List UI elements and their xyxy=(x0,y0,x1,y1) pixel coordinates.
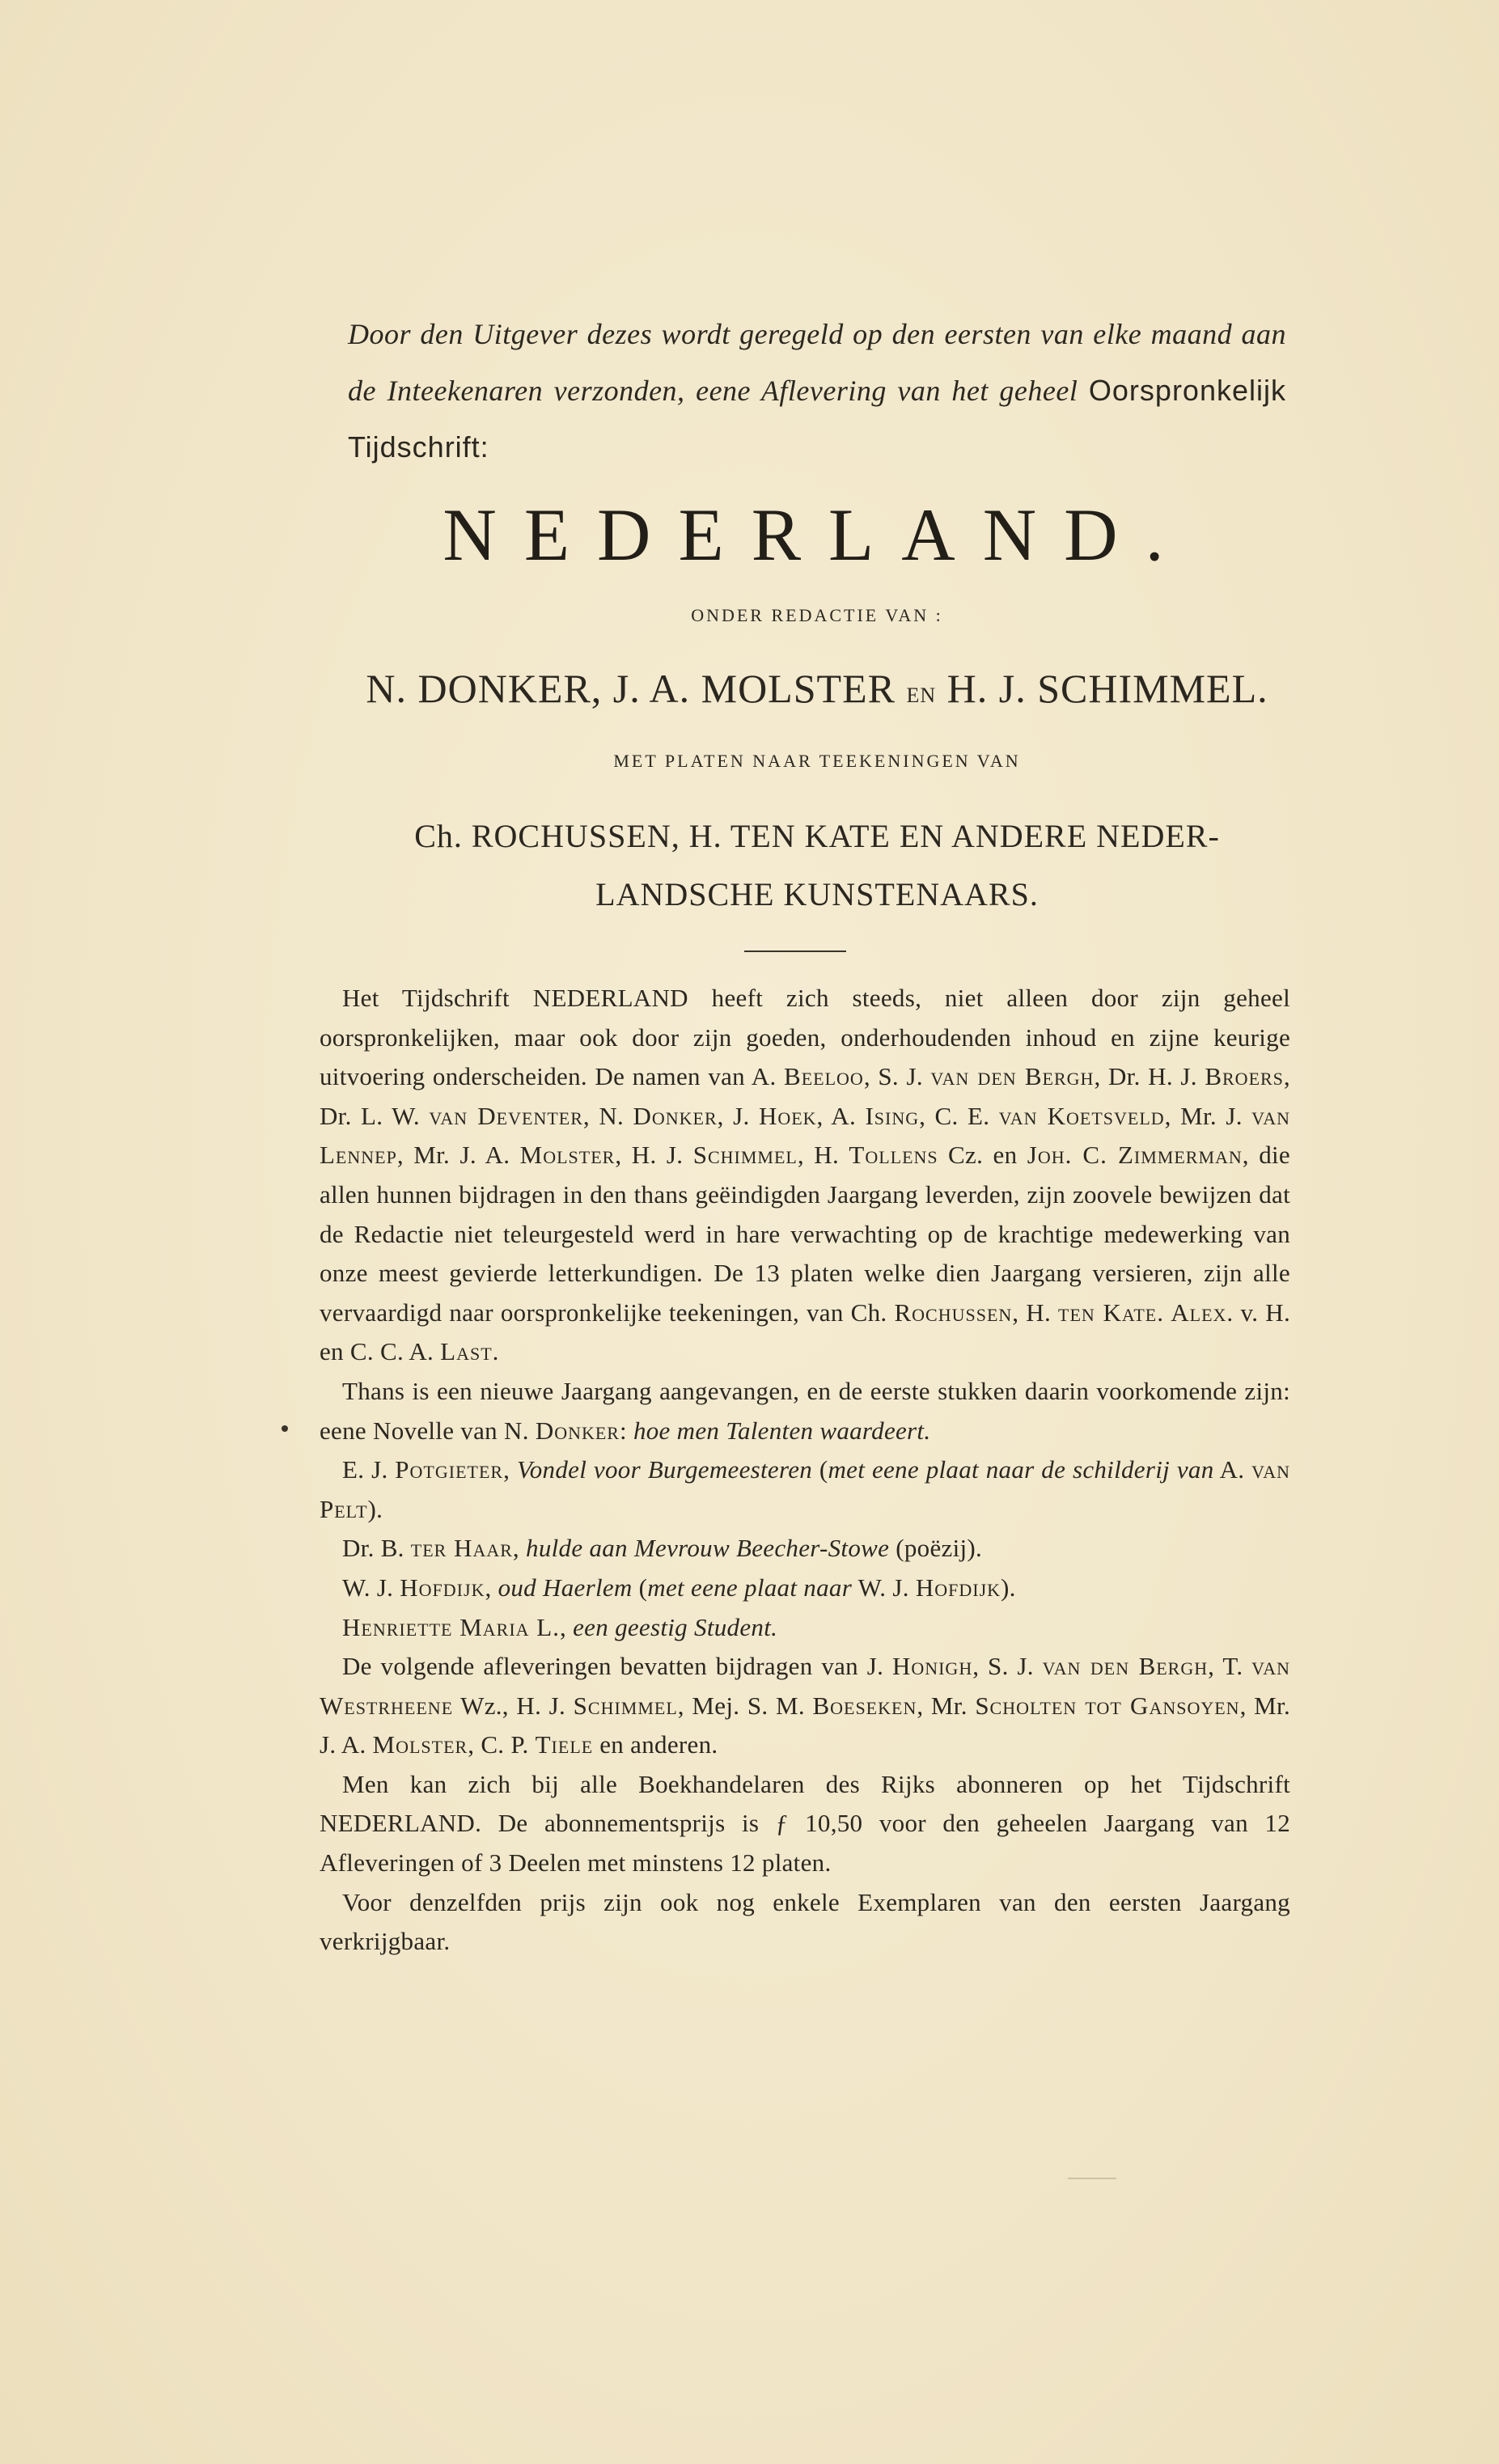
text: W. J. xyxy=(852,1573,916,1602)
name: Boeseken xyxy=(812,1691,917,1720)
name: van Pelt xyxy=(320,1455,1290,1523)
text: W. J. xyxy=(342,1573,400,1602)
text: en anderen. xyxy=(593,1730,718,1759)
name: Rochussen xyxy=(894,1298,1013,1327)
name: Potgieter xyxy=(395,1455,504,1484)
name: Hofdijk xyxy=(915,1573,1001,1602)
name: Broers xyxy=(1205,1062,1284,1091)
text: E. J. xyxy=(342,1455,396,1484)
name: Joh. C. Zimmerman xyxy=(1027,1141,1243,1170)
artists-line xyxy=(348,807,1286,924)
page-title: NEDERLAND. xyxy=(443,493,1192,576)
intro-paragraph xyxy=(348,306,1286,476)
text: ( xyxy=(632,1573,648,1602)
name: Tollens xyxy=(849,1141,938,1170)
text: , H. xyxy=(797,1141,849,1170)
text: Cz. en xyxy=(938,1141,1027,1170)
name: Beeloo xyxy=(784,1062,864,1091)
artists-line-1: Ch. ROCHUSSEN, H. TEN KATE EN ANDERE NEDER- xyxy=(414,818,1220,854)
text: , T. xyxy=(1208,1652,1252,1681)
editors-en: EN xyxy=(906,684,937,707)
text: , Mr. J. A. xyxy=(396,1141,520,1170)
text: , xyxy=(485,1573,498,1602)
body-text xyxy=(320,979,1290,1962)
text: , Mr. J. A. xyxy=(320,1691,1290,1759)
text: . xyxy=(492,1337,499,1366)
name: Alex xyxy=(1171,1298,1227,1327)
work-title: Vondel voor Burgemeesteren xyxy=(516,1455,813,1484)
text: , N. xyxy=(582,1101,633,1130)
name: Hoek xyxy=(758,1101,817,1130)
text: , xyxy=(560,1612,574,1641)
work-title: oud Haerlem xyxy=(498,1573,633,1602)
paragraph-2 xyxy=(320,1372,1290,1450)
name: ten Kate xyxy=(1058,1298,1158,1327)
text: , Mr. xyxy=(917,1691,976,1720)
text: , Mej. S. M. xyxy=(677,1691,813,1720)
name: Ising xyxy=(865,1101,920,1130)
name: Donker xyxy=(633,1101,718,1130)
text: , S. J. xyxy=(863,1062,931,1091)
name: Tiele xyxy=(535,1730,594,1759)
paragraph-6 xyxy=(320,1608,1290,1648)
text: , J. xyxy=(717,1101,759,1130)
text: ( xyxy=(812,1455,828,1484)
text: A. xyxy=(1213,1455,1252,1484)
name: Honigh xyxy=(891,1652,973,1681)
name: ter Haar xyxy=(410,1534,513,1563)
italic-text: met eene plaat naar xyxy=(647,1573,853,1602)
text: , Dr. H. J. xyxy=(1094,1062,1205,1091)
text: , C. E. xyxy=(919,1101,999,1130)
artists-line-2: LANDSCHE KUNSTENAARS. xyxy=(595,876,1039,912)
text: Het Tijdschrift NEDERLAND heeft zich steeds, niet alleen door zijn geheel oorspronkelijken, maar ook door zijn goeden, onderhoudenden inhoud en zijne keurige uitvoering onderscheiden. De namen van A. xyxy=(320,984,1290,1091)
text: . xyxy=(1157,1298,1171,1327)
redactie-line: ONDER REDACTIE VAN : xyxy=(691,605,943,625)
name: van den Bergh xyxy=(930,1062,1095,1091)
text: , xyxy=(512,1534,527,1563)
text: , S. J. xyxy=(972,1652,1043,1681)
work-title: een geestig Student. xyxy=(573,1612,778,1641)
editors-line xyxy=(315,665,1319,712)
text: , C. P. xyxy=(468,1730,536,1759)
text: . v. H. en C. C. A. xyxy=(320,1298,1290,1366)
text: ). xyxy=(1001,1573,1016,1602)
text: Wz., H. J. xyxy=(453,1691,574,1720)
name: Donker xyxy=(535,1416,620,1445)
name: Schimmel xyxy=(573,1691,678,1720)
text: , Dr. L. W. xyxy=(320,1062,1290,1130)
name: Molster xyxy=(519,1141,616,1170)
name: Molster xyxy=(372,1730,468,1759)
paragraph-4 xyxy=(320,1529,1290,1569)
platen-line: MET PLATEN NAAR TEEKENINGEN VAN xyxy=(613,751,1021,771)
intro-text-upright: Oorspronkelijk Tijdschrift: xyxy=(348,374,1286,464)
paragraph-9: Voor denzelfden prijs zijn ook nog enkele Exemplaren van den eersten Jaargang verkrijgbaar. xyxy=(320,1887,1290,1956)
margin-dot xyxy=(282,1425,288,1432)
name: Last xyxy=(440,1337,493,1366)
text: Thans is een nieuwe Jaargang aangevangen, en de eerste stukken daarin voorkomende zijn: eene Novelle van N. xyxy=(320,1376,1290,1445)
text: (poëzij). xyxy=(889,1534,983,1563)
paragraph-5 xyxy=(320,1569,1290,1608)
text: De volgende afleveringen bevatten bijdragen van J. xyxy=(342,1652,892,1681)
name: van Westrheene xyxy=(320,1652,1290,1720)
name: van Deventer xyxy=(429,1101,583,1130)
editors-names-1: N. DONKER, J. A. MOLSTER xyxy=(366,666,907,711)
text: , A. xyxy=(816,1101,866,1130)
text: , H. J. xyxy=(615,1141,693,1170)
name: Henriette Maria L. xyxy=(342,1612,560,1641)
paragraph-8: Men kan zich bij alle Boekhandelaren des Rijks abonneren op het Tijdschrift NEDERLAND. De abonnementsprijs is ƒ 10,50 voor den geheelen Jaargang van 12 Afleveringen of 3 Deelen met minstens 12 platen. xyxy=(320,1769,1290,1878)
editors-names-2: H. J. SCHIMMEL. xyxy=(936,666,1268,711)
text: : xyxy=(619,1416,633,1445)
work-title: hulde aan Mevrouw Beecher-Stowe xyxy=(526,1534,890,1563)
name: van den Bergh xyxy=(1042,1652,1209,1681)
name: Hofdijk xyxy=(400,1573,485,1602)
text: Dr. B. xyxy=(342,1534,411,1563)
italic-text: met eene plaat naar de schilderij van xyxy=(828,1455,1214,1484)
text: , H. xyxy=(1012,1298,1059,1327)
name: van Koetsveld xyxy=(998,1101,1165,1130)
paragraph-7 xyxy=(320,1647,1290,1765)
name: Scholten tot Gansoyen xyxy=(975,1691,1240,1720)
text: , xyxy=(503,1455,517,1484)
divider xyxy=(744,950,846,952)
text: , die allen hunnen bijdragen in den thans geëindigden Jaargang leverden, zijn zoovele bewijzen dat de Redactie niet teleurgesteld werd in hare verwachting op de krachtige medewerking van onze meest gevierde letterkundigen. De 13 platen welke dien Jaargang versieren, zijn alle vervaardigd naar oorspronkelijke teekeningen, van Ch. xyxy=(320,1141,1290,1327)
paragraph-3 xyxy=(320,1450,1290,1529)
text: ). xyxy=(367,1494,383,1523)
name: van Lennep xyxy=(320,1101,1290,1170)
faint-mark xyxy=(1068,2178,1116,2179)
work-title: hoe men Talenten waardeert. xyxy=(633,1416,931,1445)
name: Schimmel xyxy=(692,1141,798,1170)
intro-text: Door den Uitgever dezes wordt geregeld op den eersten van elke maand aan de Inteekenaren verzonden, eene Aflevering van het geheel xyxy=(348,318,1286,407)
paragraph-1 xyxy=(320,979,1290,1372)
text: , Mr. J. xyxy=(1164,1101,1252,1130)
